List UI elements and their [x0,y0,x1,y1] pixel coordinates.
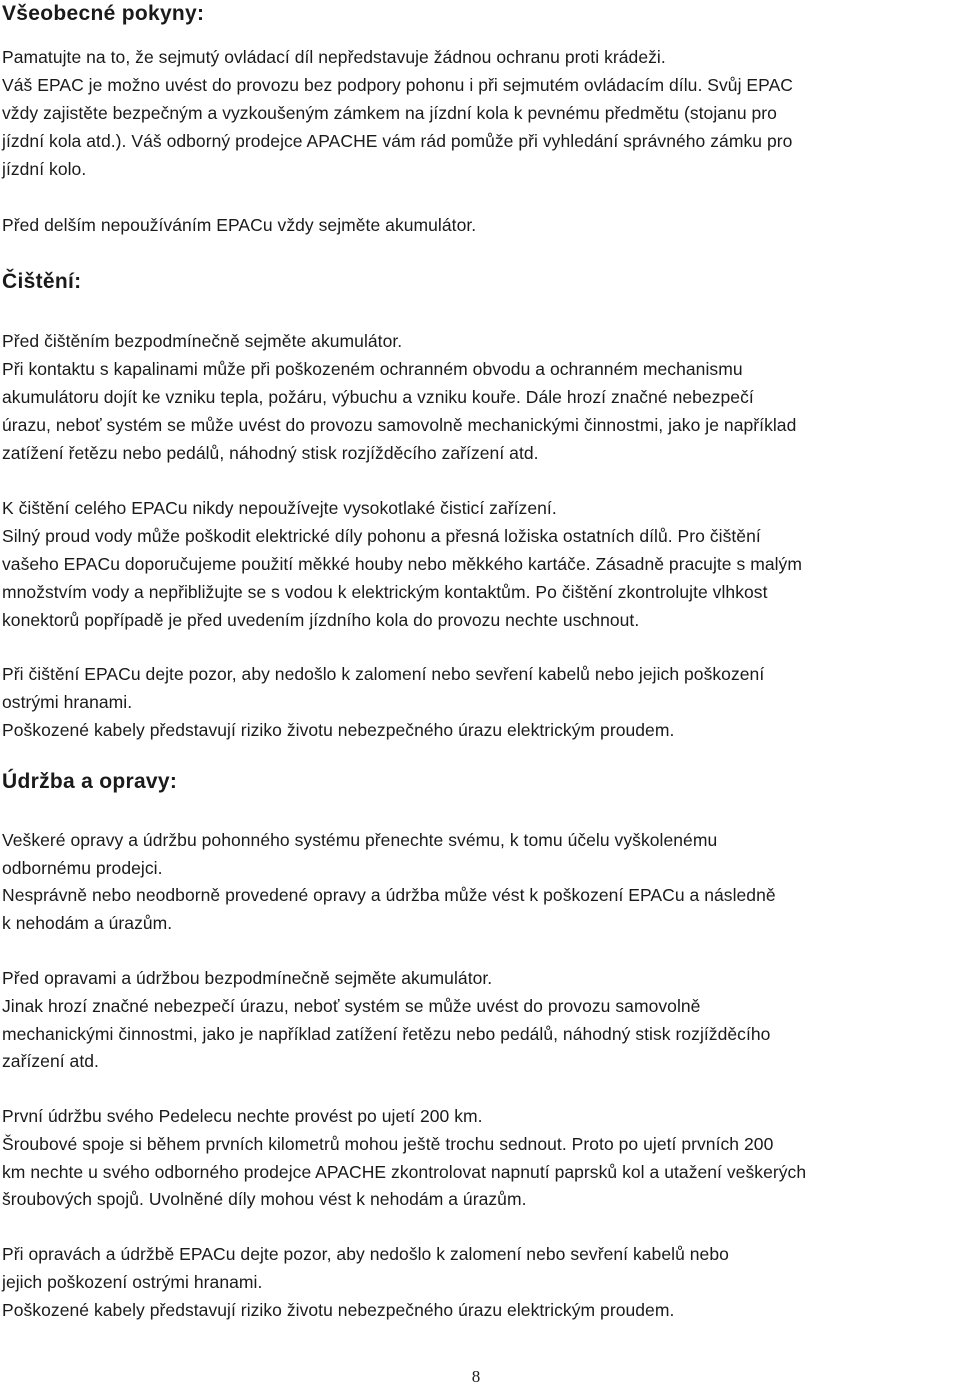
paragraph-line: akumulátoru dojít ke vzniku tepla, požáru, výbuchu a vzniku kouře. Dále hrozí značné nebezpečí [2,387,754,407]
paragraph-line: Před čištěním bezpodmínečně sejměte akumulátor. [2,331,403,351]
paragraph-line: jízdní kola atd.). Váš odborný prodejce APACHE vám rád pomůže při vyhledání správného zámku pro [2,131,793,151]
paragraph-line: Pamatujte na to, že sejmutý ovládací díl nepředstavuje žádnou ochranu proti krádeži. [2,47,666,67]
paragraph-line: Při čištění EPACu dejte pozor, aby nedošlo k zalomení nebo sevření kabelů nebo jejich poškození [2,664,765,684]
paragraph-line: ostrými hranami. [2,692,133,712]
paragraph-line: odbornému prodejci. [2,858,163,878]
paragraph-line: km nechte u svého odborného prodejce APACHE zkontrolovat napnutí paprsků kol a utažení veškerých [2,1162,807,1182]
page-number: 8 [471,1367,481,1386]
paragraph-line: Váš EPAC je možno uvést do provozu bez podpory pohonu i při sejmutém ovládacím dílu. Svůj EPAC [2,75,793,95]
paragraph-line: Před opravami a údržbou bezpodmínečně sejměte akumulátor. [2,968,493,988]
paragraph-line: úrazu, neboť systém se může uvést do provozu samovolně mechanickými činnostmi, jako je například [2,415,797,435]
paragraph-line: vašeho EPACu doporučujeme použití měkké houby nebo měkkého kartáče. Zásadně pracujte s malým [2,554,802,574]
paragraph-line: šroubových spojů. Uvolněné díly mohou vést k nehodám a úrazům. [2,1189,527,1209]
paragraph-line: Jinak hrozí značné nebezpečí úrazu, neboť systém se může uvést do provozu samovolně [2,996,701,1016]
paragraph-line: Při kontaktu s kapalinami může při poškozeném ochranném obvodu a ochranném mechanismu [2,359,743,379]
paragraph-line: vždy zajistěte bezpečným a vyzkoušeným zámkem na jízdní kola k pevnému předmětu (stojanu pro [2,103,777,123]
paragraph-line: zatížení řetězu nebo pedálů, náhodný stisk rozjížděcího zařízení atd. [2,443,539,463]
paragraph-line: Silný proud vody může poškodit elektrické díly pohonu a přesná ložiska ostatních dílů. Pro čištění [2,526,761,546]
paragraph-line: Šroubové spoje si během prvních kilometrů mohou ještě trochu sednout. Proto po ujetí prvních 200 [2,1134,774,1154]
section-heading-general: Všeobecné pokyny: [2,2,205,25]
paragraph-line: Při opravách a údržbě EPACu dejte pozor, aby nedošlo k zalomení nebo sevření kabelů nebo [2,1244,729,1264]
paragraph-line: K čištění celého EPACu nikdy nepoužívejte vysokotlaké čisticí zařízení. [2,498,557,518]
paragraph-line: jízdní kolo. [2,159,87,179]
paragraph-line: Poškozené kabely představují riziko životu nebezpečného úrazu elektrickým proudem. [2,1300,675,1320]
paragraph-line: k nehodám a úrazům. [2,913,173,933]
paragraph-line: Veškeré opravy a údržbu pohonného systému přenechte svému, k tomu účelu vyškolenému [2,830,718,850]
paragraph-line: Poškozené kabely představují riziko životu nebezpečného úrazu elektrickým proudem. [2,720,675,740]
paragraph-line: První údržbu svého Pedelecu nechte provést po ujetí 200 km. [2,1106,483,1126]
paragraph-line: mechanickými činnostmi, jako je například zatížení řetězu nebo pedálů, náhodný stisk rozjížděcího [2,1024,771,1044]
paragraph-line: zařízení atd. [2,1051,99,1071]
paragraph-line: Před delším nepoužíváním EPACu vždy sejměte akumulátor. [2,215,477,235]
paragraph-line: konektorů popřípadě je před uvedením jízdního kola do provozu nechte uschnout. [2,610,640,630]
section-heading-cleaning: Čištění: [2,270,82,293]
paragraph-line: jejich poškození ostrými hranami. [2,1272,263,1292]
paragraph-line: Nesprávně nebo neodborně provedené opravy a údržba může vést k poškození EPACu a následně [2,885,776,905]
section-heading-maintenance: Údržba a opravy: [2,770,178,793]
paragraph-line: množstvím vody a nepřibližujte se s vodou k elektrickým kontaktům. Po čištění zkontrolujte vlhkost [2,582,768,602]
